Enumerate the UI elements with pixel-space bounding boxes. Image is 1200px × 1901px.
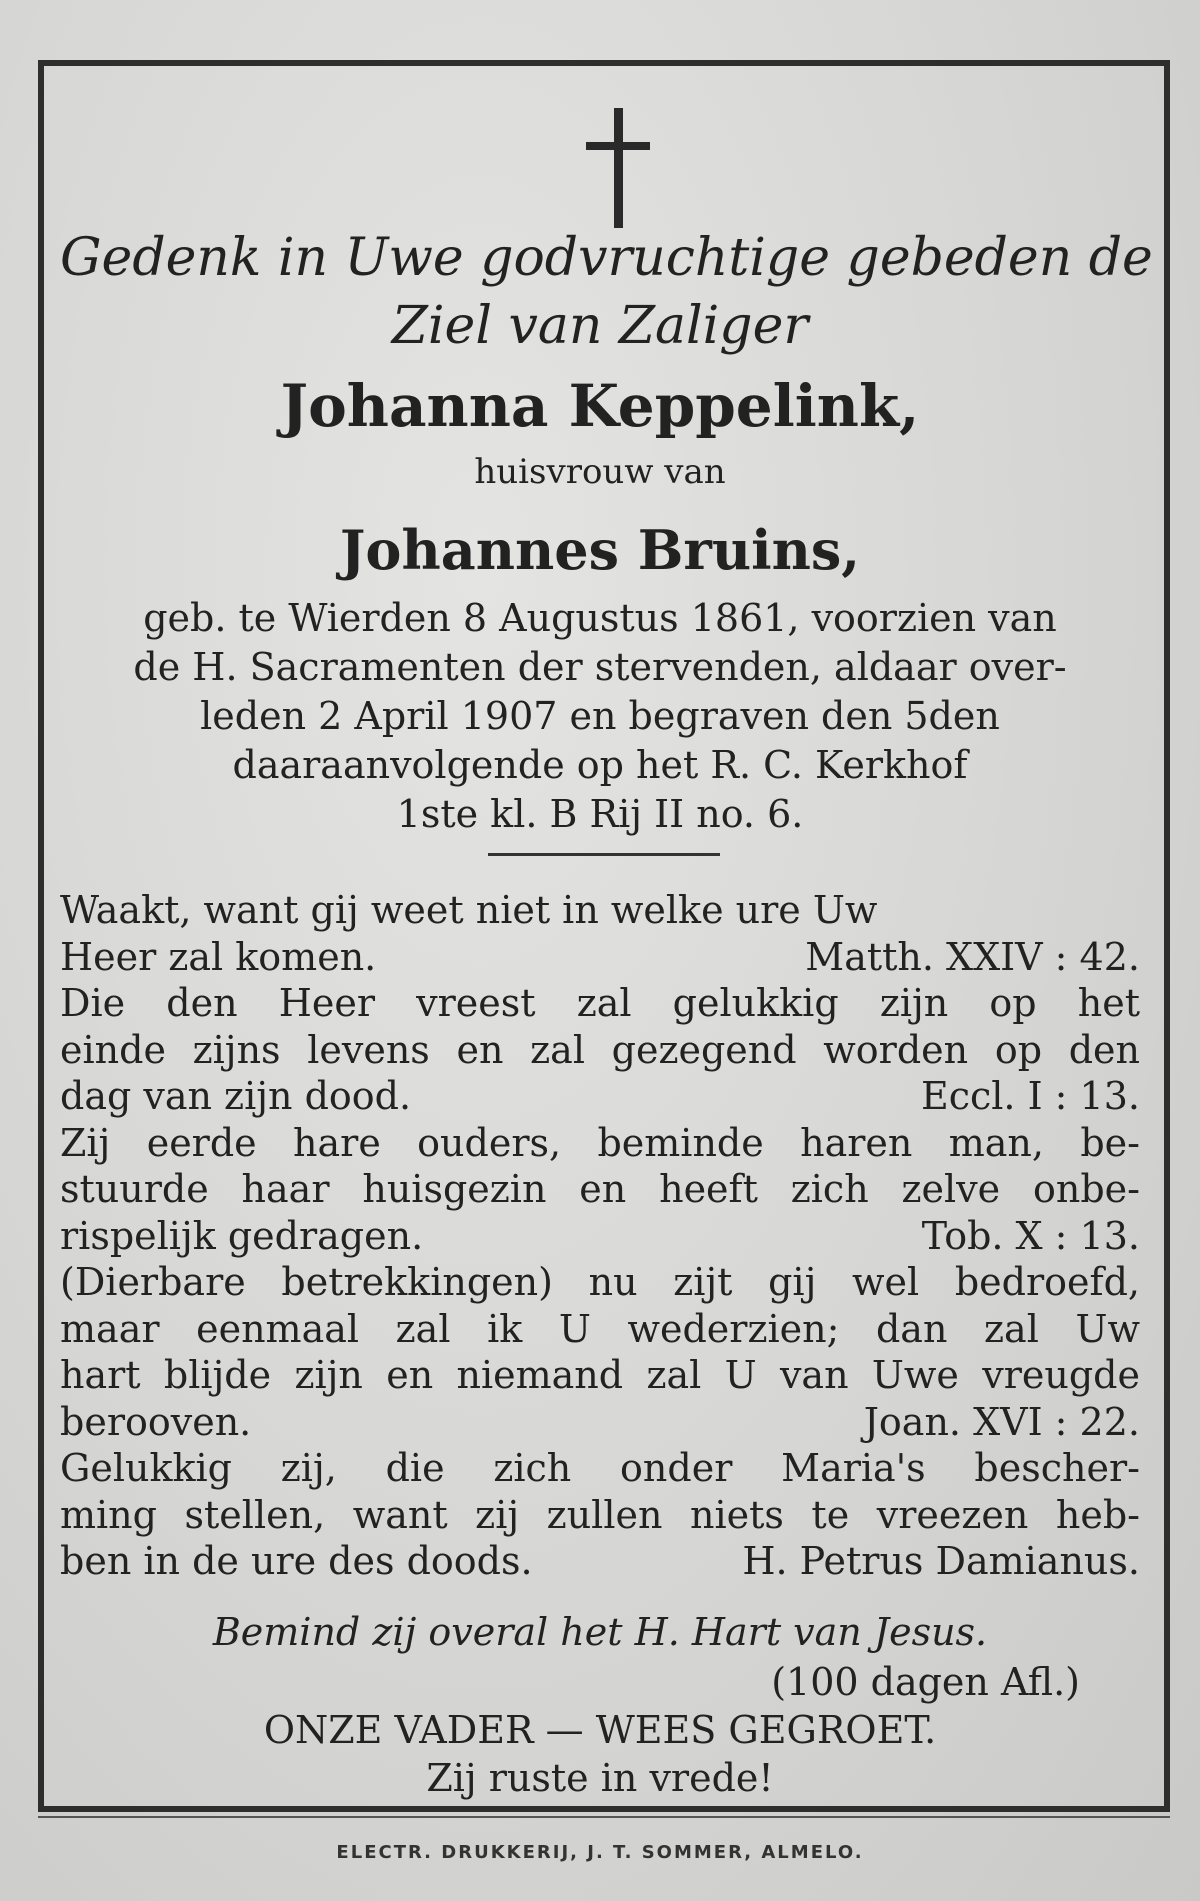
verse-line <box>60 1446 1140 1490</box>
verse-text: Heer zal komen. <box>60 934 377 979</box>
verse-line <box>60 1539 1140 1583</box>
verse-reference: Joan. XVI : 22. <box>863 1399 1140 1444</box>
indulgence-line: (100 dagen Afl.) <box>771 1660 1080 1704</box>
verse-line <box>60 935 1140 979</box>
verse-line <box>60 1028 1140 1072</box>
verse-line <box>60 888 1140 932</box>
verse-reference: Tob. X : 13. <box>921 1213 1140 1258</box>
prayers-line: ONZE VADER — WEES GEGROET. <box>263 1708 937 1752</box>
verse-line <box>60 1260 1140 1304</box>
verse-reference: Eccl. I : 13. <box>920 1074 1140 1118</box>
divider <box>488 853 720 856</box>
bio-line-2: de H. Sacramenten der stervenden, aldaar over- <box>133 645 1067 689</box>
verse-line <box>60 1167 1140 1211</box>
rest-line: Zij ruste in vrede! <box>426 1756 774 1800</box>
verse-text: Gelukkig zij, die zich onder Maria's bescher- <box>60 1446 1140 1490</box>
verse-reference: Matth. XXIV : 42. <box>805 934 1140 979</box>
card-border-bottom <box>38 1810 1170 1818</box>
bio-line-1: geb. te Wierden 8 Augustus 1861, voorzien van <box>143 596 1057 640</box>
devotion-line: Bemind zij overal het H. Hart van Jesus. <box>212 1610 988 1654</box>
verse-line <box>60 1400 1140 1444</box>
verse-text: (Dierbare betrekkingen) nu zijt gij wel bedroefd, <box>60 1260 1140 1304</box>
verse-line <box>60 1121 1140 1165</box>
verse-text: Die den Heer vreest zal gelukkig zijn op het <box>60 981 1140 1025</box>
verse-line <box>60 1307 1140 1351</box>
verse-line <box>60 1493 1140 1537</box>
printer-line: ELECTR. DRUKKERIJ, J. T. SOMMER, ALMELO. <box>336 1842 864 1863</box>
verse-text: dag van zijn dood. <box>60 1074 412 1118</box>
verse-text: ming stellen, want zij zullen niets te vreezen heb- <box>60 1492 1140 1537</box>
bio-line-4: daaraanvolgende op het R. C. Kerkhof <box>232 743 968 787</box>
verse-text: hart blijde zijn en niemand zal U van Uwe vreugde <box>60 1353 1140 1397</box>
verse-text: einde zijns levens en zal gezegend worden op den <box>60 1027 1140 1072</box>
verse-reference: H. Petrus Damianus. <box>742 1539 1140 1583</box>
verse-text: berooven. <box>60 1399 252 1444</box>
relation-text: huisvrouw van <box>474 452 726 492</box>
verse-text: maar eenmaal zal ik U wederzien; dan zal Uw <box>60 1306 1140 1351</box>
verse-text: Zij eerde hare ouders, beminde haren man, be- <box>60 1120 1140 1165</box>
bio-line-3: leden 2 April 1907 en begraven den 5den <box>200 694 1000 738</box>
spouse-name: Johannes Bruins, <box>339 518 861 582</box>
deceased-name: Johanna Keppelink, <box>280 372 920 440</box>
verse-line <box>60 981 1140 1025</box>
verse-text: ben in de ure des doods. <box>60 1539 533 1583</box>
heading-line-1: Gedenk in Uwe godvruchtige gebeden de <box>60 228 1153 288</box>
bio-line-5: 1ste kl. B Rij II no. 6. <box>396 792 804 836</box>
verse-line <box>60 1214 1140 1258</box>
verse-text: rispelijk gedragen. <box>60 1213 424 1258</box>
verse-line <box>60 1074 1140 1118</box>
verse-text: stuurde haar huisgezin en heeft zich zelve onbe- <box>60 1167 1140 1211</box>
verse-text: Waakt, want gij weet niet in welke ure Uw <box>60 888 878 932</box>
cross-icon <box>586 108 650 228</box>
heading-line-2: Ziel van Zaliger <box>391 296 809 356</box>
verse-line <box>60 1353 1140 1397</box>
